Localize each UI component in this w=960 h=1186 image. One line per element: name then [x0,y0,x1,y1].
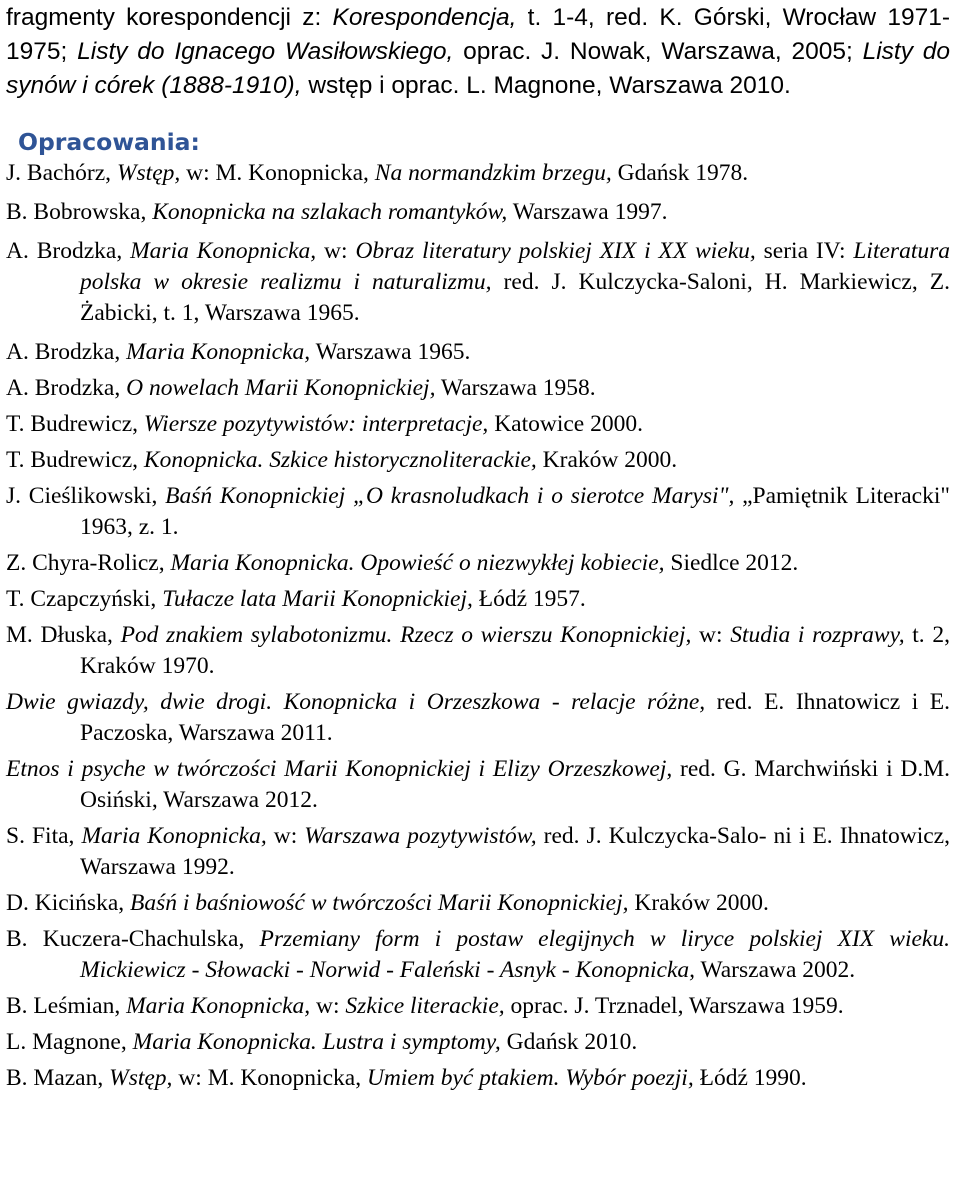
entry-title: Obraz literatury polskiej XIX i XX wieku, [355,238,756,264]
entry-text: T. Budrewicz, [6,447,144,473]
section-heading: Opracowania: [18,128,200,156]
entry-title: Etnos i psyche w twórczości Marii Konopnickiej i Elizy Orzeszkowej, [6,756,673,782]
entry-text: Warszawa 1965. [310,339,471,365]
entry-title: Baśń i baśniowość w twórczości Marii Konopnickiej, [130,890,629,916]
entry-text: w: [310,993,346,1019]
intro-text-2: t. 1-4, red. K. Górski, Wrocław 1971-1975; [6,4,951,65]
entry-text: Warszawa 1997. [507,199,668,225]
entry-title: Umiem być ptakiem. Wybór poezji, [366,1065,694,1091]
entry-text: A. Brodzka, [6,375,127,401]
bibliography-entry [6,158,950,189]
entry-text: Katowice 2000. [488,411,643,437]
entry-text: L. Magnone, [6,1029,133,1055]
bibliography-entry [6,620,950,682]
entry-title: Maria Konopnicka. Opowieść o niezwykłej kobiecie, [170,550,665,576]
entry-text: A. Brodzka, [6,339,127,365]
entry-text: t. 2, Kraków 1970. [80,622,950,679]
entry-text: J. Bachórz, [6,160,117,186]
entry-text: w: [316,238,356,264]
entry-text: red. G. Marchwiński i D.M. Osiński, Warszawa 2012. [80,756,950,813]
entry-text: red. J. Kulczycka-Salo- ni i E. Ihnatowicz, Warszawa 1992. [80,823,950,880]
bibliography-entry [6,1027,950,1058]
entry-title: Maria Konopnicka, [126,339,311,365]
bibliography-entry [6,373,950,404]
entry-title: Wstęp, [109,1065,173,1091]
bibliography-entry [6,754,950,816]
entry-text: Gdańsk 2010. [500,1029,638,1055]
entry-text: S. Fita, [6,823,82,849]
entry-text: Warszawa 2002. [695,957,856,983]
entry-title: Na normandzkim brzegu, [374,160,612,186]
bibliography-entry [6,584,950,615]
entry-text: „Pamiętnik Literacki" 1963, z. 1. [80,483,950,540]
intro-title-1: Korespondencja, [332,4,517,31]
entry-text: Gdańsk 1978. [611,160,749,186]
entry-text: B. Kuczera-Chachulska, [6,926,260,952]
entry-title: Tułacze lata Marii Konopnickiej, [162,586,473,612]
entry-text: w: M. Konopnicka, [180,160,375,186]
entry-text: red. J. Kulczycka-Saloni, H. Markiewicz, Z. Żabicki, t. 1, Warszawa 1965. [80,269,950,326]
entry-text: seria IV: [755,238,854,264]
entry-text: M. Dłuska, [6,622,121,648]
entry-text: Kraków 2000. [536,447,678,473]
entry-text: D. Kicińska, [6,890,131,916]
entry-text: Łódź 1990. [693,1065,807,1091]
entry-title: Maria Konopnicka, [81,823,267,849]
entry-title: Baśń Konopnickiej „O krasnoludkach i o sierotce Marysi", [165,483,735,509]
entry-text: Warszawa 1958. [435,375,596,401]
entry-text: A. Brodzka, [6,238,131,264]
entry-text: B. Leśmian, [6,993,127,1019]
bibliography-entry [6,687,950,749]
document-page [6,0,950,1099]
bibliography-entry [6,924,950,986]
intro-title-3: Listy do synów i córek (1888-1910), [6,38,951,99]
entry-text: Łódź 1957. [472,586,586,612]
bibliography-entry [6,1063,950,1094]
entry-title: Dwie gwiazdy, dwie drogi. Konopnicka i Orzeszkowa - relacje różne, [6,689,706,715]
bibliography-entry [6,445,950,476]
entry-title: Maria Konopnicka. Lustra i symptomy, [132,1029,501,1055]
bibliography-entry [6,409,950,440]
bibliography-entry [6,481,950,543]
intro-paragraph [6,0,950,103]
intro-text-4: wstęp i oprac. L. Magnone, Warszawa 2010. [301,72,791,99]
bibliography-entry [6,197,950,228]
entry-title: Konopnicka. Szkice historycznoliterackie, [143,447,537,473]
entry-title: Wiersze pozytywistów: interpretacje, [143,411,489,437]
entry-text: w: [691,622,731,648]
intro-text-1: fragmenty korespondencji z: [6,4,333,31]
bibliography-entry [6,548,950,579]
entry-title: Konopnicka na szlakach romantyków, [152,199,508,225]
entry-title: Szkice literackie, [345,993,505,1019]
entry-text: Z. Chyra-Rolicz, [6,550,171,576]
entry-text: T. Czapczyński, [6,586,163,612]
bibliography-entry [6,337,950,368]
entry-text: Siedlce 2012. [664,550,799,576]
bibliography-entry [6,236,950,329]
entry-text: B. Mazan, [6,1065,110,1091]
entry-text: red. E. Ihnatowicz i E. Paczoska, Warszawa 2011. [80,689,951,746]
entry-title: Maria Konopnicka, [126,993,311,1019]
entry-text: T. Budrewicz, [6,411,144,437]
intro-text-3: oprac. J. Nowak, Warszawa, 2005; [453,38,863,65]
entry-title: Warszawa pozytywistów, [304,823,537,849]
entry-text: oprac. J. Trznadel, Warszawa 1959. [504,993,844,1019]
entry-text: w: [266,823,305,849]
entry-title: Maria Konopnicka, [130,238,317,264]
entry-text: Kraków 2000. [628,890,769,916]
entry-text: J. Cieślikowski, [6,483,166,509]
entry-title: Literatura polska w okresie realizmu i naturalizmu, [80,238,950,295]
bibliography-entry [6,821,950,883]
entry-title: O nowelach Marii Konopnickiej, [126,375,436,401]
entry-title: Wstęp, [116,160,181,186]
entry-title: Przemiany form i postaw elegijnych w liryce polskiej XIX wieku. Mickiewicz - Słowacki - Norwid - Faleński - Asnyk - Konopnicka, [80,926,950,983]
intro-title-2: Listy do Ignacego Wasiłowskiego, [77,38,454,65]
bibliography-list [6,158,950,1094]
entry-title: Pod znakiem sylabotonizmu. Rzecz o wierszu Konopnickiej, [120,622,692,648]
entry-text: B. Bobrowska, [6,199,153,225]
bibliography-entry [6,991,950,1022]
bibliography-entry [6,888,950,919]
entry-title: Studia i rozprawy, [730,622,905,648]
entry-text: w: M. Konopnicka, [172,1065,367,1091]
